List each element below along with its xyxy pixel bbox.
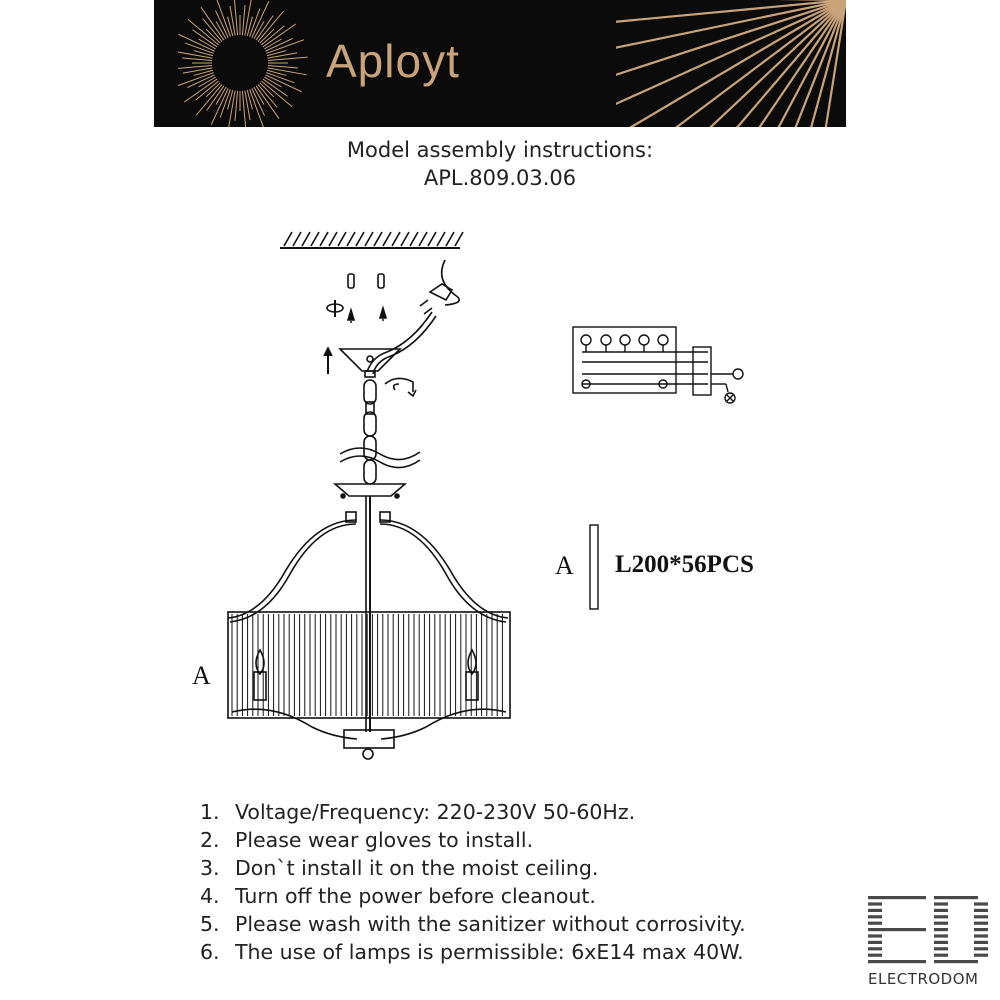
list-item: 1. Voltage/Frequency: 220-230V 50-60Hz. [200,800,636,824]
wiring-diagram-icon [568,322,758,422]
screw-icon [348,274,386,322]
chain-icon [340,380,420,484]
canopy-icon [340,349,400,377]
list-item: 3. Don`t install it on the moist ceiling. [200,856,599,880]
part-spec: L200*56PCS [615,551,754,578]
electrodom-logo-text: ELECTRODOM [868,970,979,988]
part-label-left: A [192,661,211,690]
brand-banner [154,0,846,127]
ceiling-icon [280,232,463,248]
page-title: Model assembly instructions: [346,138,654,162]
arrow-up-icon [324,348,332,374]
electrodom-logo-icon [868,896,992,968]
assembly-diagram [180,222,560,772]
list-item: 5. Please wash with the sanitizer without corrosivity. [200,912,746,936]
rotate-arrow-icon [385,378,416,396]
chandelier-icon [228,484,510,759]
part-label-right: A [555,551,574,580]
brand-name: Aployt [326,35,460,87]
list-item: 4. Turn off the power before cleanout. [200,884,596,908]
list-item: 2. Please wear gloves to install. [200,828,534,852]
crystal-bar-icon [588,523,600,611]
list-item: 6. The use of lamps is permissible: 6xE14 max 40W. [200,940,744,964]
anchor-icon [327,300,343,317]
model-number: APL.809.03.06 [423,166,577,190]
instruction-list [200,798,746,966]
ray-burst-icon [616,0,846,127]
sun-burst-icon [178,0,318,127]
